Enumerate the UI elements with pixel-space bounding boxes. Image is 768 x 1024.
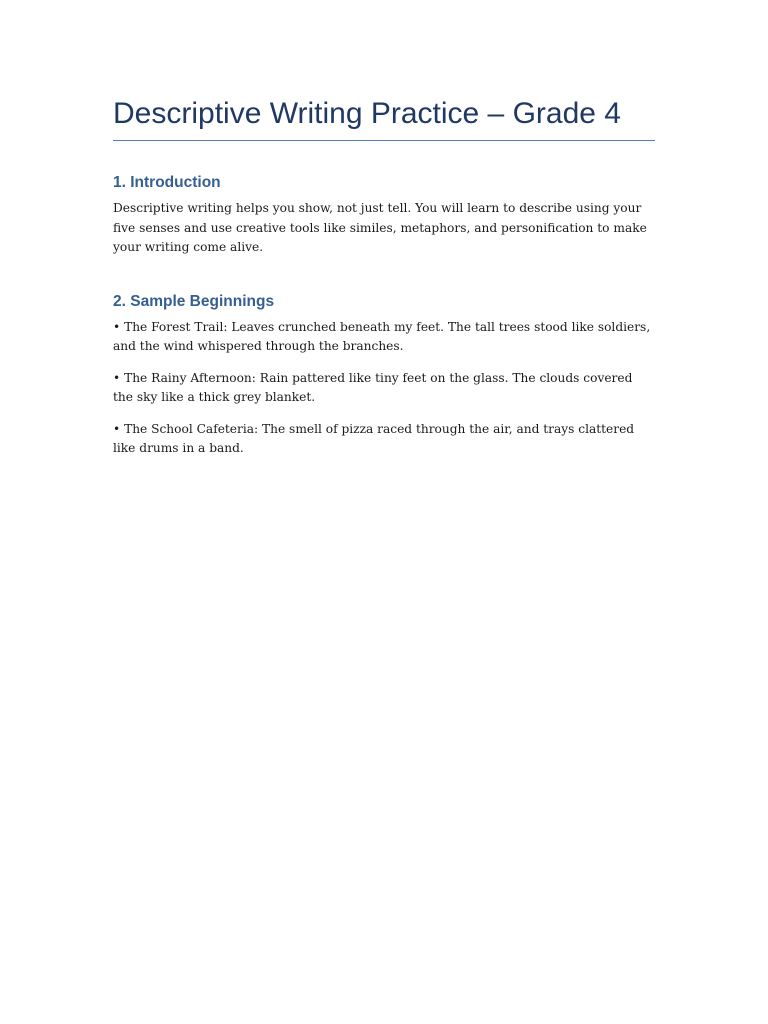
sample-rainy-afternoon: • The Rainy Afternoon: Rain pattered like tiny feet on the glass. The clouds covered the sky like a thick grey blanket. [113,370,633,404]
section-heading: 2. Sample Beginnings [113,292,275,310]
document-page [113,0,655,459]
sample-school-cafeteria: • The School Cafeteria: The smell of pizza raced through the air, and trays clattered like drums in a band. [113,421,635,455]
page-title: Descriptive Writing Practice – Grade 4 [113,96,655,141]
section-sample-beginnings [113,292,655,459]
section-heading: 1. Introduction [113,174,221,191]
sample-forest-trail: • The Forest Trail: Leaves crunched beneath my feet. The tall trees stood like soldiers, and the wind whispered through the branches. [113,319,651,353]
section-introduction [113,173,655,258]
introduction-paragraph: Descriptive writing helps you show, not just tell. You will learn to describe using your five senses and use creative tools like similes, metaphors, and personification to make your writing come alive. [113,201,647,254]
